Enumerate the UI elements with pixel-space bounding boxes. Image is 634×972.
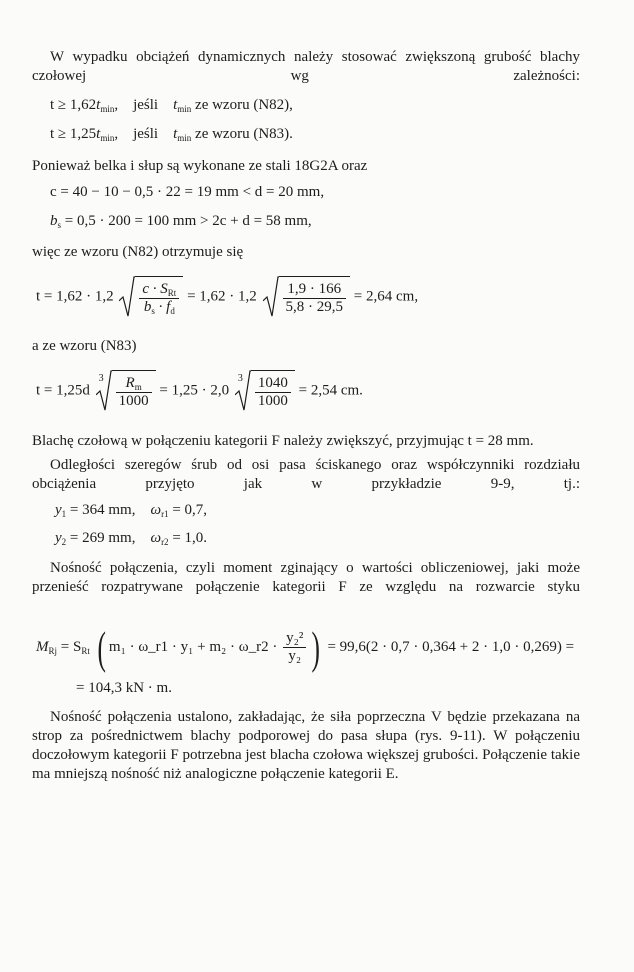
fraction-5: $\frac{\text{y₂²}}{\text{y₂}}$ [283, 630, 306, 665]
equation-bs: $b_s = 0,5 \cdot 200 = 100$ mm > 2c + d = 58 mm, [50, 213, 312, 230]
equation-n82: t = 1,62 · 1,2 $\frac{c \cdot S_{Rt}}{b_s \cdot f_d}$ = 1,62 · 1,2 $\frac{1,9 \cdot 166}{5,8 \cdot 29,5}$ = 2,64 cm, [36, 276, 418, 318]
radical-sign-icon [96, 370, 112, 412]
fraction-4: $\frac{1040}{1000}$ [255, 375, 291, 410]
equation-n83: t = 1,25d 3 $\frac{R_m}{1000}$ = 1,25 · 2,0 3 $\frac{1040}{1000}$ = 2,54 cm. [36, 370, 363, 412]
equation-moment-capacity: $M_{Rj} = S_{Rt}$ ( m₁ · ω_r1 · y₁ + m₂ · ω_r2 · $\frac{\text{y₂²}}{\text{y₂}}$ ) = 99,6(2 · 0,7 · 0,364 + 2 · 1,0 · 0,269) = [36, 621, 575, 673]
radical-sign-icon [119, 276, 135, 318]
paragraph-n83-intro: a ze wzoru (N83) [32, 338, 137, 354]
condition-formula-2: $t \ge 1,25t_{min}$, jeśli $t_{min}$ ze wzoru (N83). [50, 126, 293, 143]
values-row-1: $y_1 = 364$ mm, $\omega_{r1} = 0,7$, [55, 502, 208, 519]
condition-formula-1: $t \ge 1,62t_{min}$, jeśli $t_{min}$ ze wzoru (N82), [50, 97, 293, 114]
cube-root-1: 3 $\frac{R_m}{1000}$ [96, 370, 156, 412]
fraction-3: $\frac{R_m}{1000}$ [116, 375, 152, 410]
paragraph-bolt-rows: Odległości szeregów śrub od osi pasa ściskanego oraz współczynniki rozdziału obciążenia przyjęto jak w przykładzie 9-9, tj.: [32, 457, 580, 492]
fraction-1: $\frac{c \cdot S_{Rt}}{b_s \cdot f_d}$ [139, 281, 179, 316]
values-row-2: $y_2 = 269$ mm, $\omega_{r2} = 1,0$. [55, 530, 208, 547]
paragraph-n82-intro: więc ze wzoru (N82) otrzymuje się [32, 244, 244, 260]
equation-c: c = 40 − 10 − 0,5 · 22 = 19 mm < d = 20 mm, [50, 184, 325, 200]
square-root-2 [263, 276, 351, 318]
paragraph-steel-grade: Ponieważ belka i słup są wykonane ze stali 18G2A oraz [32, 158, 368, 174]
paragraph-thickness-decision: Blachę czołową w połączeniu kategorii F należy zwiększyć, przyjmując t = 28 mm. [32, 433, 534, 449]
equation-moment-result: = 104,3 kN · m. [76, 680, 172, 696]
radical-sign-icon [263, 276, 279, 318]
radical-sign-icon [235, 370, 251, 412]
fraction-2: $\frac{1,9 \cdot 166}{5,8 \cdot 29,5}$ [283, 281, 347, 316]
square-root-1 [119, 276, 183, 318]
paragraph-dynamic-loads: W wypadku obciążeń dynamicznych należy stosować zwiększoną grubość blachy czołowej wg zależności: [32, 49, 580, 84]
paragraph-capacity-definition: Nośność połączenia, czyli moment zginający o wartości obliczeniowej, jaki może przenieść rozpatrywane połączenie kategorii F ze względu na rozwarcie styku [32, 560, 580, 595]
paragraph-conclusion: Nośność połączenia ustalono, zakładając, że siła poprzeczna V będzie przekazana na strop za pośrednictwem blachy podporowej do pasa słupa (rys. 9-11). W połączeniu doczołowym kategorii F potrzebna jest blacha czołowa większej grubości. Połączenie takie ma mniejszą nośność niż analogiczne połączenie kategorii E. [32, 709, 580, 782]
cube-root-2: 3 $\frac{1040}{1000}$ [235, 370, 295, 412]
